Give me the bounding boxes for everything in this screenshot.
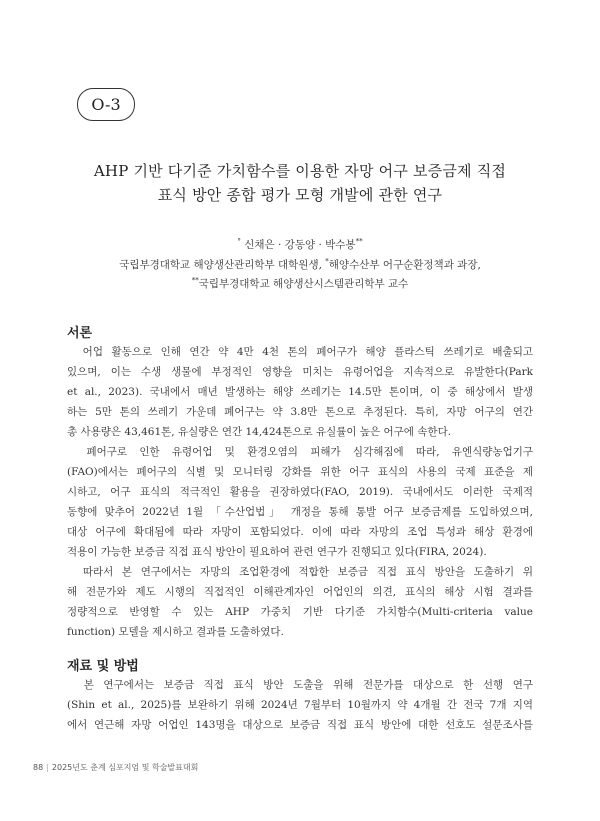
page-footer: [33, 762, 198, 773]
text-line: function) 모델을 제시하고 결과를 도출하였다.: [67, 626, 284, 638]
intro-paragraph-2: [67, 442, 533, 562]
text-line: 총 사용량은 43,461톤, 유실량은 연간 14,424톤으로 유실률이 높은 어구에 속한다.: [67, 426, 452, 438]
text-line: 동향에 맞추어 2022년 1월 「수산업법」 개정을 통해 통발 어구 보증금제를 도입하였으며,: [67, 506, 533, 518]
affiliation-line-1: 국립부경대학교 해양생산관리학부 대학원생, *해양수산부 어구순환정책과 과장,: [119, 257, 481, 271]
paper-title-line-2: 표식 방안 종합 평가 모형 개발에 관한 연구: [157, 186, 443, 204]
event-name: 2025년도 춘계 심포지엄 및 학술발표대회: [51, 763, 199, 772]
text-line: 폐어구로 인한 유령어업 및 환경오염의 피해가 심각해짐에 따라, 유엔식량농업기구: [67, 446, 533, 458]
corresponding-mark: **: [355, 237, 363, 246]
text-line: (Shin et al., 2025)를 보완하기 위해 2024년 7월부터 10월까지 약 4개월 간 전국 7개 지역: [67, 699, 533, 711]
text-line: 본 연구에서는 보증금 직접 표식 방안 도출을 위해 전문가를 대상으로 한 선행 연구: [67, 679, 533, 691]
session-badge: O-3: [77, 88, 135, 121]
affiliation-line-2: **국립부경대학교 해양생산시스템관리학부 교수: [191, 276, 409, 290]
text-line: 대상 어구에 확대됨에 따라 자망이 포함되었다. 이에 따라 자망의 조업 특성과 해상 환경에: [67, 526, 533, 538]
section-heading-methods: 재료 및 방법: [67, 659, 139, 674]
text-line: 적용이 가능한 보증금 직접 표식 방안이 필요하여 관련 연구가 진행되고 있다(FIRA, 2024).: [67, 546, 487, 558]
section-heading-introduction: 서론: [67, 326, 93, 341]
presenter-mark: °: [237, 237, 241, 246]
text-line: 하는 5만 톤의 쓰레기 가운데 폐어구는 약 3.8만 톤으로 추정된다. 특히, 자망 어구의 연간: [67, 406, 533, 418]
text-line: 따라서 본 연구에서는 자망의 조업환경에 적합한 보증금 직접 표식 방안을 도출하기 위: [67, 566, 533, 578]
intro-paragraph-1: [67, 342, 533, 442]
author-names: ° 신채은 · 강동양 · 박수봉**: [237, 237, 363, 251]
methods-paragraph-1: [67, 675, 533, 735]
text-line: 시하고, 어구 표식의 적극적인 활용을 권장하였다(FAO, 2019). 국내에서도 이러한 국제적: [67, 486, 533, 498]
text-line: 어업 활동으로 인해 연간 약 4만 4천 톤의 폐어구가 해양 플라스틱 쓰레기로 배출되고: [67, 346, 533, 358]
text-line: 에서 연근해 자망 어업인 143명을 대상으로 보증금 직접 표식 방안에 대한 선호도 설문조사를: [67, 719, 533, 731]
footer-separator: |: [46, 763, 49, 772]
page-number: 88: [33, 763, 44, 772]
text-line: 정량적으로 반영할 수 있는 AHP 가중치 기반 다기준 가치함수(Multi-criteria value: [67, 606, 533, 618]
paper-title-line-1: AHP 기반 다기준 가치함수를 이용한 자망 어구 보증금제 직접: [93, 162, 507, 180]
text-line: 있으며, 이는 수생 생물에 부정적인 영향을 미치는 유령어업을 지속적으로 유발한다(Park: [67, 366, 533, 378]
text-line: 해 전문가와 제도 시행의 직접적인 이해관계자인 어업인의 의견, 표식의 해상 시험 결과를: [67, 586, 533, 598]
text-line: (FAO)에서는 폐어구의 식별 및 모니터링 강화를 위한 어구 표식의 사용의 국제 표준을 제: [67, 466, 533, 478]
text-line: et al., 2023). 국내에서 매년 발생하는 해양 쓰레기는 14.5만 톤이며, 이 중 해상에서 발생: [67, 386, 533, 398]
intro-paragraph-3: [67, 562, 533, 642]
